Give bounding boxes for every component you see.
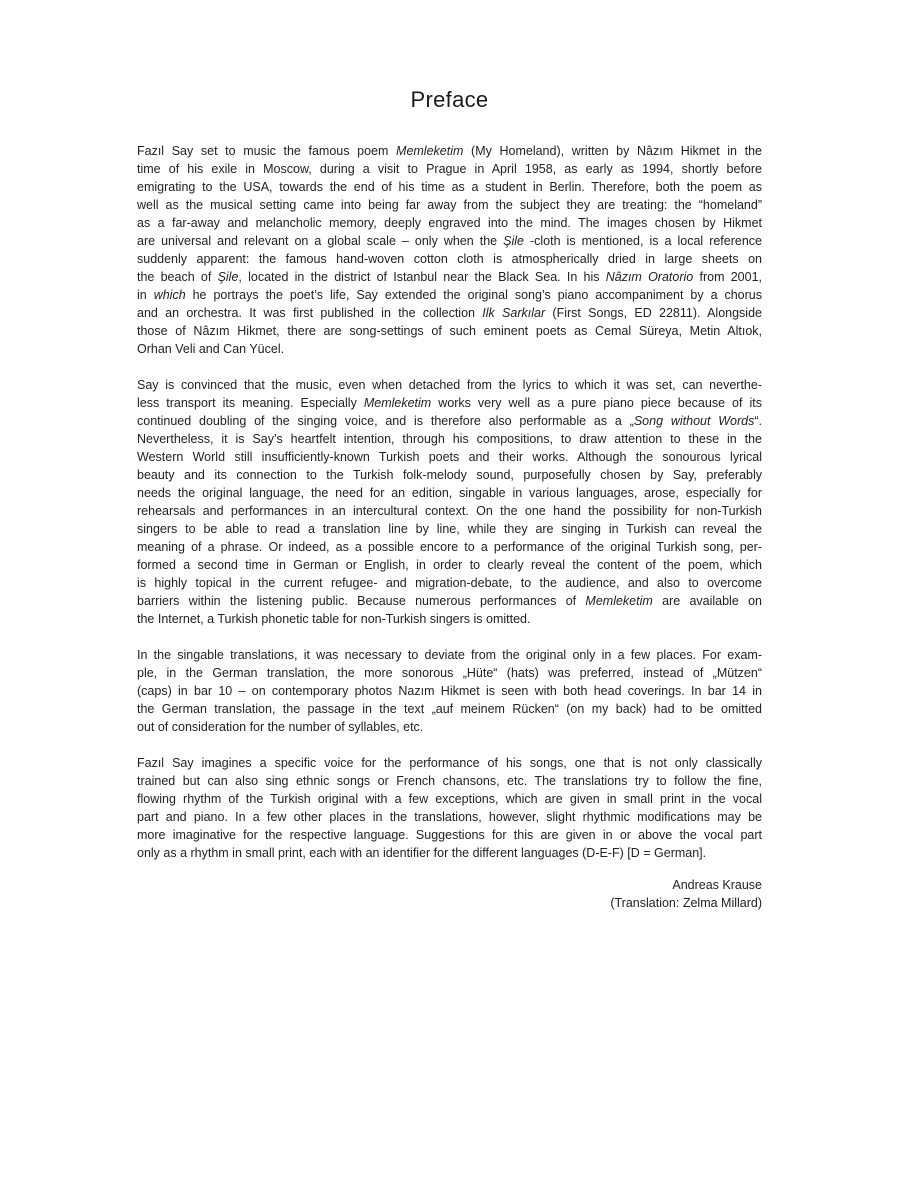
text-line: in which he portrays the poet’s life, Say extended the original song’s piano accompaniment by a chorus [137,288,762,302]
text-line: the Internet, a Turkish phonetic table for non-Turkish singers is omitted. [137,612,531,626]
text-line: well as the musical setting came into being far away from the subject they are treating: the “homeland” [137,198,762,212]
text-line: more imaginative for the respective language. Suggestions for this are given in or above the vocal part [137,828,762,842]
text-line: trained but can also sing ethnic songs or French chansons, etc. The translations try to follow the fine, [137,774,762,788]
text-line: singers to be able to read a translation line by line, while they are singing in Turkish can reveal the [137,522,762,536]
text-line: suddenly apparent: the famous hand-woven cotton cloth is atmospherically dried in large sheets on [137,252,762,266]
text-line: ple, in the German translation, the more sonorous „Hüte“ (hats) was preferred, instead of „Mützen“ [137,666,762,680]
text-line: emigrating to the USA, towards the end of his time as a student in Berlin. Therefore, both the poem as [137,180,762,194]
paragraph-voice-and-rhythm [137,754,762,862]
text-line: Western World still insufficiently-known Turkish poets and their works. Although the sonourous lyrical [137,450,762,464]
text-line: meaning of a phrase. Or indeed, as a possible encore to a performance of the original Turkish song, per- [137,540,762,554]
text-line: Say is convinced that the music, even when detached from the lyrics to which it was set, can neverthe- [137,378,762,392]
text-line: are universal and relevant on a global scale – only when the Şile -cloth is mentioned, is a local reference [137,234,762,248]
text-column [137,0,762,912]
signature-block [137,876,762,912]
text-line: out of consideration for the number of syllables, etc. [137,720,424,734]
text-line: (caps) in bar 10 – on contemporary photos Nazım Hikmet is seen with both head coverings. In bar 14 in [137,684,762,698]
text-line: part and piano. In a few other places in the translations, however, slight rhythmic modifications may be [137,810,762,824]
author-name: Andreas Krause [672,878,762,892]
text-line: continued doubling of the singing voice, and is therefore also performable as a „Song without Words“. [137,414,763,428]
text-line: beauty and its connection to the Turkish folk-melody sound, purposefully chosen by Say, preferably [137,468,762,482]
text-line: only as a rhythm in small print, each with an identifier for the different languages (D-E-F) [D = German]. [137,846,707,860]
text-line: Fazıl Say set to music the famous poem Memleketim (My Homeland), written by Nâzım Hikmet in the [137,144,762,158]
text-line: rehearsals and performances in an intercultural context. On the one hand the possibility for non-Turkish [137,504,762,518]
text-line: those of Nâzım Hikmet, there are song-settings of such eminent poets as Cemal Süreya, Metin Altıok, [137,324,762,338]
text-line: needs the original language, the need for an edition, singable in various languages, arose, especially for [137,486,762,500]
text-line: Fazıl Say imagines a specific voice for the performance of his songs, one that is not only classically [137,756,762,770]
paragraph-translation-deviations [137,646,762,736]
text-line: is highly topical in the current refugee- and migration-debate, to the audience, and also to overcome [137,576,762,590]
text-line: In the singable translations, it was necessary to deviate from the original only in a few places. For exam- [137,648,762,662]
text-line: flowing rhythm of the Turkish original with a few exceptions, which are given in small print in the vocal [137,792,762,806]
text-line: time of his exile in Moscow, during a visit to Prague in April 1958, as early as 1994, shortly before [137,162,762,176]
text-line: and an orchestra. It was first published in the collection Ilk Sarkılar (First Songs, ED 22811). Alongside [137,306,762,320]
text-line: as a far-away and melancholic memory, deeply engraved into the mind. The images chosen by Hikmet [137,216,762,230]
paragraph-introduction [137,142,762,358]
paragraph-music-meaning [137,376,762,628]
preface-body [137,142,762,912]
translation-credit: (Translation: Zelma Millard) [610,896,762,910]
text-line: formed a second time in German or English, in order to clearly reveal the content of the poem, which [137,558,762,572]
page-title: Preface [410,87,489,112]
text-line: less transport its meaning. Especially Memleketim works very well as a pure piano piece because of its [137,396,762,410]
text-line: barriers within the listening public. Because numerous performances of Memleketim are available on [137,594,762,608]
text-line: the beach of Şile, located in the district of Istanbul near the Black Sea. In his Nâzım Oratorio from 2001, [137,270,762,284]
text-line: the German translation, the passage in the text „auf meinem Rücken“ (on my back) had to be omitted [137,702,762,716]
text-line: Nevertheless, it is Say’s heartfelt intention, through his compositions, to draw attention to these in the [137,432,762,446]
text-line: Orhan Veli and Can Yücel. [137,342,285,356]
